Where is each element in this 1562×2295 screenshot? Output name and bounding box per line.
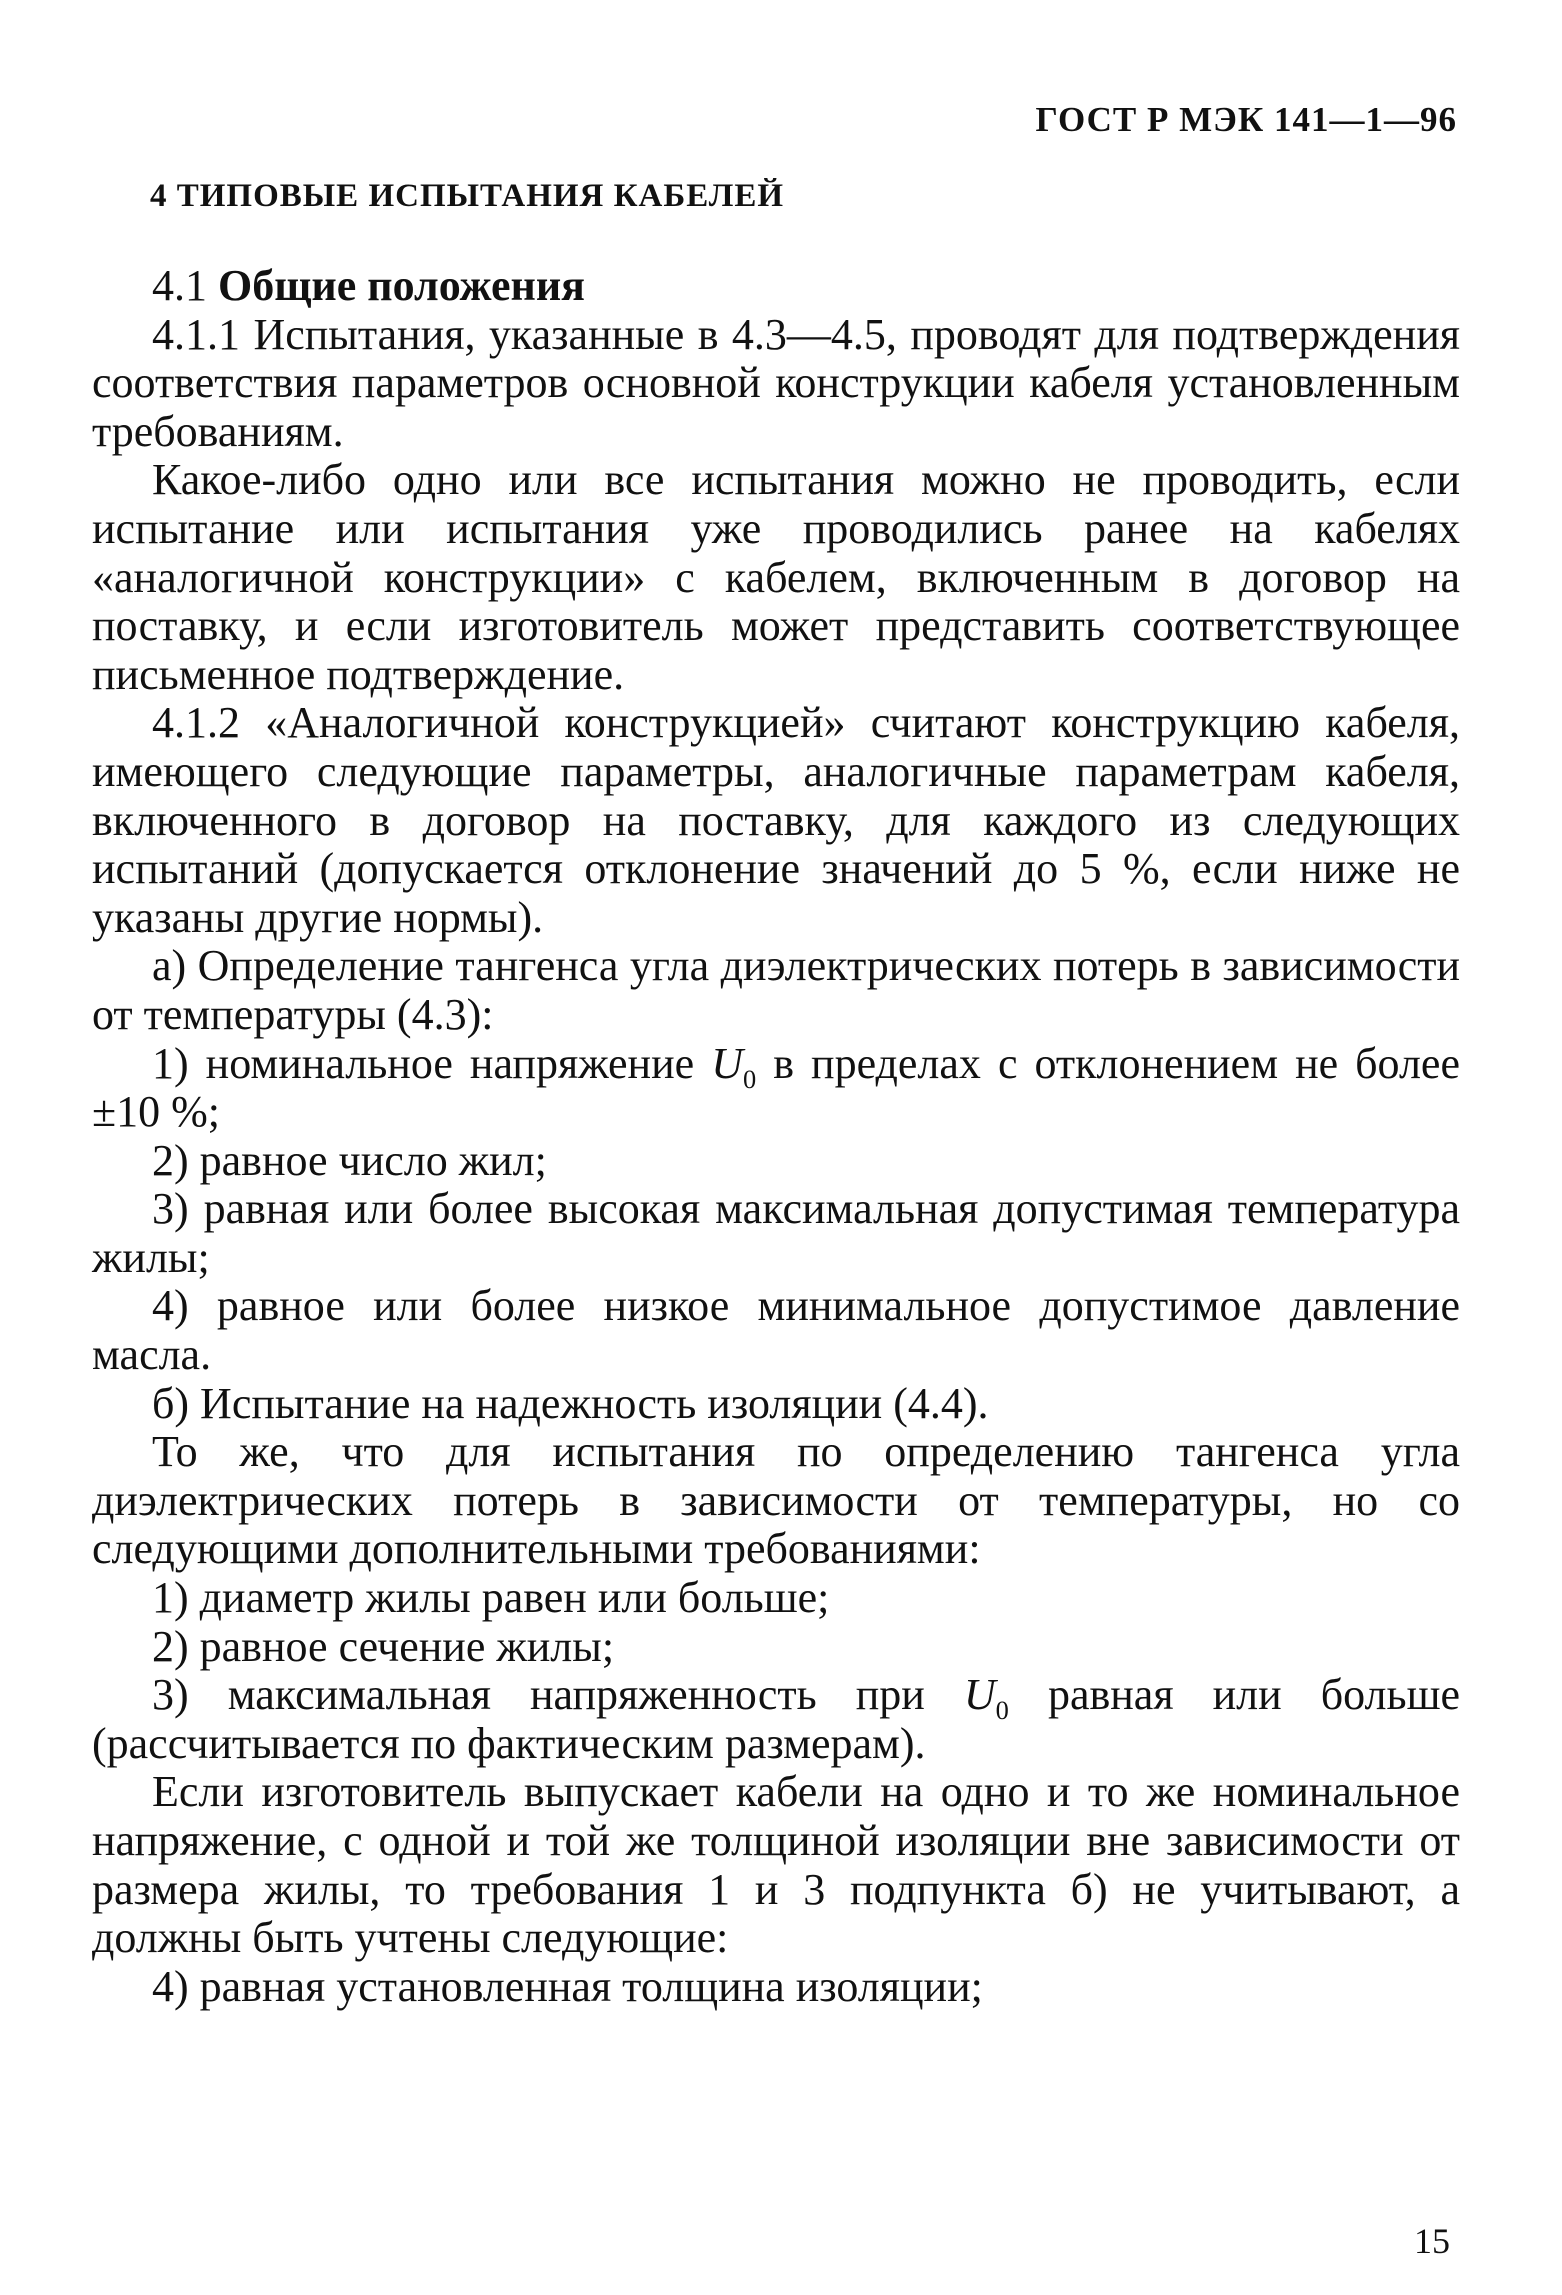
list-heading: б) Испытание на надежность изоляции (4.4). xyxy=(152,1378,989,1428)
section-title: 4 ТИПОВЫЕ ИСПЫТАНИЯ КАБЕЛЕЙ xyxy=(150,178,785,214)
document-header: ГОСТ Р МЭК 141—1—96 xyxy=(1035,100,1457,139)
document-body xyxy=(92,262,1460,2011)
list-item: 2) равное сечение жилы; xyxy=(152,1621,615,1671)
list-item: 3) максимальная напряженность при $U_0$ равная или больше (рассчитывается по фактическим размерам). xyxy=(92,1670,1460,1768)
paragraph: Если изготовитель выпускает кабели на одно и то же номинальное напряжение, с одной и той же толщиной изоляции вне зависимости от размера жилы, то требования 1 и 3 подпункта б) не учитывают, а должны быть учтены следующие: xyxy=(92,1767,1460,1963)
list-item: 1) номинальное напряжение $U_0$ в пределах с отклонением не более ±10 %; xyxy=(92,1038,1460,1137)
subsection-title: Общие положения xyxy=(218,261,585,310)
list-item: 4) равная установленная толщина изоляции; xyxy=(152,1961,983,2011)
list-item: 3) равная или более высокая максимальная допустимая температура жилы; xyxy=(92,1184,1460,1282)
list-item: 1) диаметр жилы равен или больше; xyxy=(152,1573,830,1623)
subsection-number: 4.1 xyxy=(152,261,207,310)
paragraph: То же, что для испытания по определению тангенса угла диэлектрических потерь в зависимости от температуры, но со следующими дополнительными требованиями: xyxy=(92,1427,1460,1574)
paragraph: Какое-либо одно или все испытания можно не проводить, если испытание или испытания уже проводились ранее на кабелях «аналогичной конструкции» с кабелем, включенным в договор на поставку, и если изготовитель может представить соответствующее письменное подтверждение. xyxy=(92,455,1460,699)
page-number: 15 xyxy=(1414,2221,1450,2261)
list-item: 4) равное или более низкое минимальное допустимое давление масла. xyxy=(92,1281,1460,1380)
paragraph: 4.1.2 «Аналогичной конструкцией» считают конструкцию кабеля, имеющего следующие параметры, аналогичные параметрам кабеля, включенного в договор на поставку, для каждого из следующих испытаний (допускается отклонение значений до 5 %, если ниже не указаны другие нормы). xyxy=(92,698,1460,942)
paragraph: а) Определение тангенса угла диэлектрических потерь в зависимости от температуры (4.3): xyxy=(92,941,1460,1039)
subsection-heading xyxy=(92,262,1460,311)
list-item: 2) равное число жил; xyxy=(152,1135,547,1185)
paragraph: 4.1.1 Испытания, указанные в 4.3—4.5, проводят для подтверждения соответствия параметров основной конструкции кабеля установленным требованиям. xyxy=(92,309,1460,456)
